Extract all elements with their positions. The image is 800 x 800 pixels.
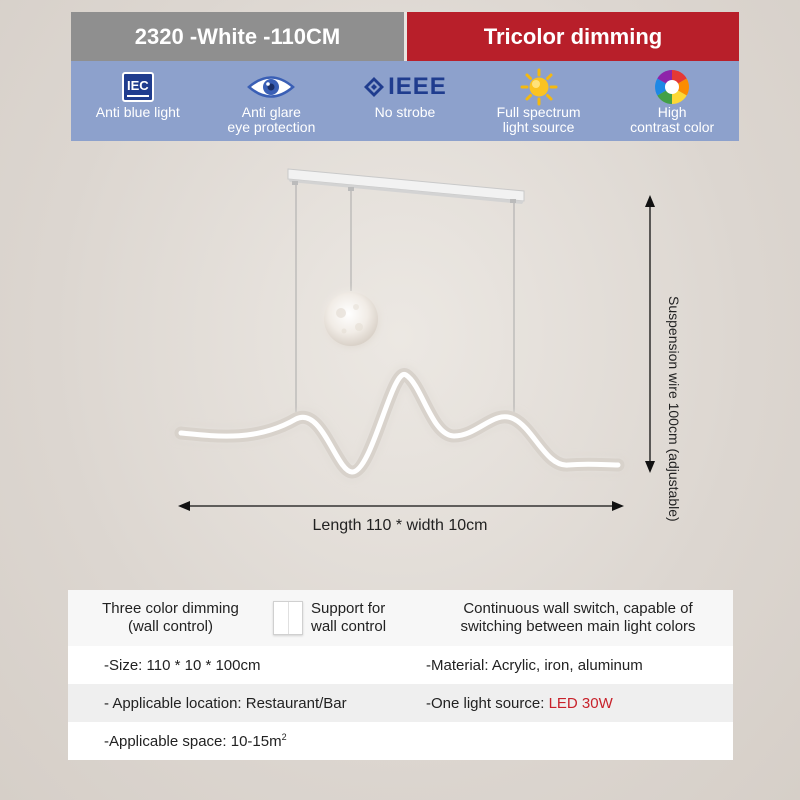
- spec-row: [68, 646, 733, 684]
- spec-location: - Applicable location: Restaurant/Bar: [104, 694, 347, 712]
- spec-material: -Material: Acrylic, iron, aluminum: [426, 656, 643, 674]
- header-bar: [71, 12, 739, 61]
- feature-no-strobe: [338, 61, 472, 141]
- specs-table: [68, 590, 733, 762]
- length-dimension-arrow: [178, 501, 624, 511]
- color-wheel-icon: [653, 68, 691, 106]
- dimming-info: Three color dimming (wall control): [102, 600, 239, 635]
- wall-switch-icon: [273, 601, 303, 635]
- switch-description: Continuous wall switch, capable of switching between main light colors: [460, 600, 696, 635]
- eye-icon: [246, 72, 296, 102]
- feature-anti-glare: [205, 61, 339, 141]
- feature-label: Full spectrum light source: [496, 104, 581, 135]
- iec-logo-icon: IEC: [122, 72, 154, 102]
- moon-light: [324, 292, 378, 346]
- sun-icon: [520, 68, 558, 106]
- feature-high-contrast: [605, 61, 739, 141]
- ceiling-canopy: [288, 169, 524, 204]
- control-info-row: [68, 590, 733, 646]
- feature-label: No strobe: [374, 104, 436, 120]
- light-source-value: LED 30W: [548, 694, 613, 712]
- spec-light-source: -One light source: LED 30W: [426, 694, 613, 712]
- dimming-title: Tricolor dimming: [407, 12, 739, 61]
- features-bar: [71, 61, 739, 141]
- spec-row: [68, 722, 733, 760]
- feature-label: Anti blue light: [95, 104, 180, 120]
- height-dimension-arrow: [645, 195, 655, 473]
- spec-space: -Applicable space: $10-15m^2$: [104, 732, 287, 750]
- feature-anti-blue-light: [71, 61, 205, 141]
- wave-light-tube: [181, 374, 618, 472]
- ieee-logo-icon: IEEE: [363, 73, 447, 101]
- product-illustration: [0, 141, 800, 581]
- spec-size: -Size: 110 * 10 * 100cm: [104, 656, 261, 674]
- feature-full-spectrum: [472, 61, 606, 141]
- model-title: 2320 -White -110CM: [71, 12, 404, 61]
- feature-label: High contrast color: [630, 104, 715, 135]
- wall-control-info: Support for wall control: [273, 600, 423, 636]
- spec-row: [68, 684, 733, 722]
- feature-label: Anti glare eye protection: [227, 104, 316, 135]
- suspension-label: Suspension wire 100cm (adjustable): [666, 296, 682, 522]
- length-label: Length 110 * width 10cm: [312, 517, 488, 534]
